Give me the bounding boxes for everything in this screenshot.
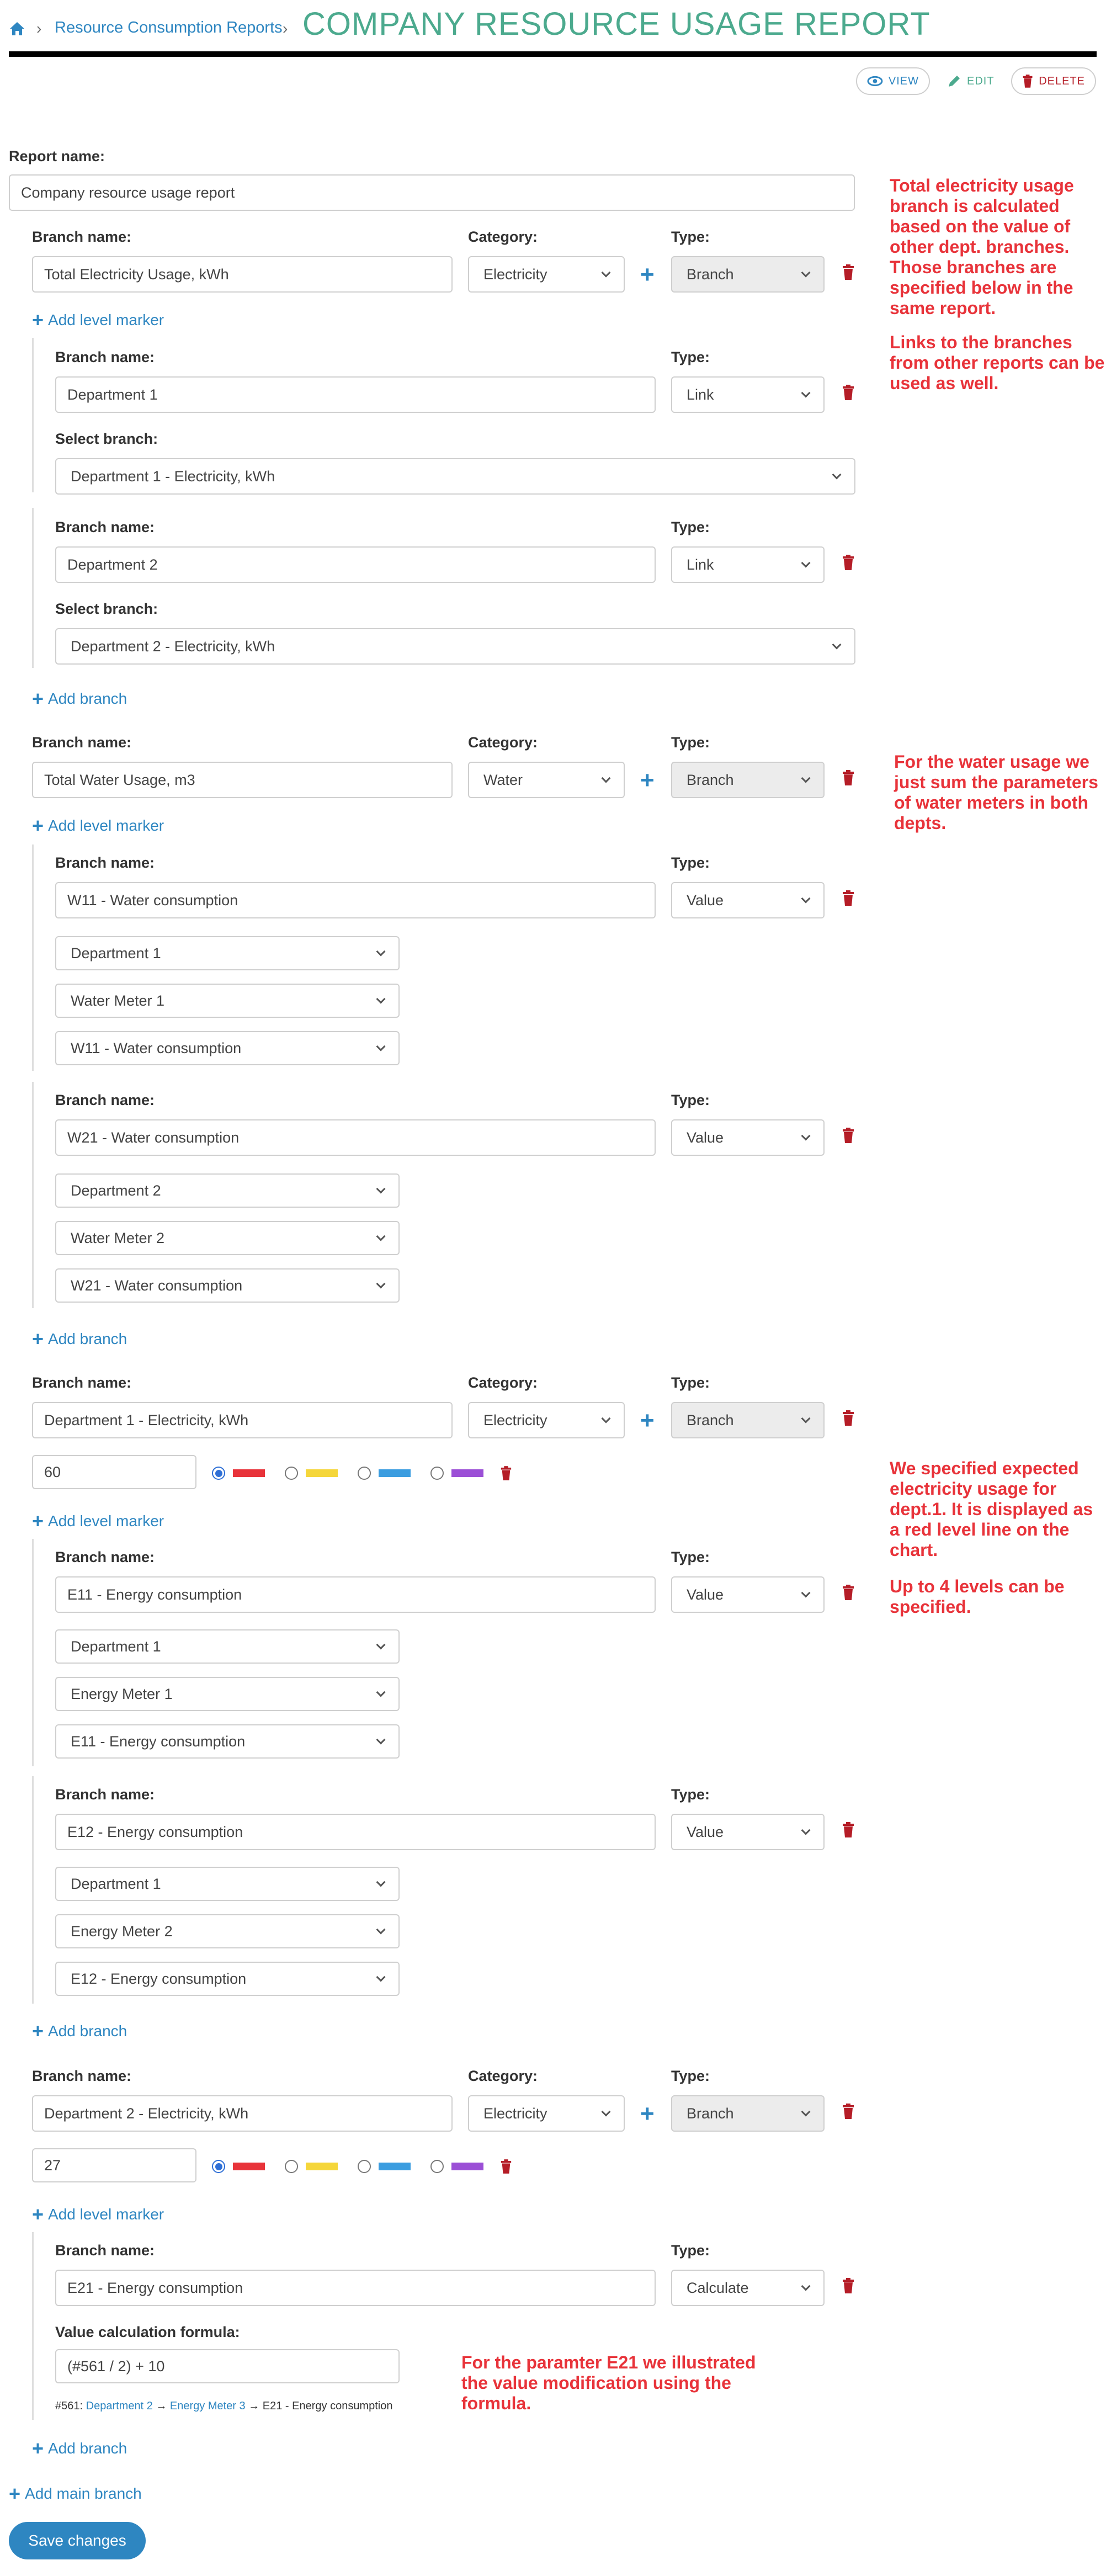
add-level-marker-link[interactable]: + Add level marker [32, 814, 164, 837]
add-level-marker-label: Add level marker [48, 1512, 164, 1529]
level-color-swatch-red [233, 2163, 265, 2170]
category-label: Category: [468, 2068, 538, 2084]
type-value: Calculate [687, 2279, 749, 2296]
type-label: Type: [671, 1092, 710, 1108]
department-select[interactable] [55, 1629, 400, 1664]
category-label: Category: [468, 1374, 538, 1391]
parameter-value: W21 - Water consumption [71, 1277, 243, 1294]
type-select[interactable] [671, 256, 825, 293]
type-select[interactable] [671, 1402, 825, 1438]
note-level: We specified expected electricity usage for dept.1. It is displayed as a red level line on the chart. [890, 1458, 1093, 1560]
category-select[interactable] [468, 762, 625, 798]
type-value: Link [687, 556, 714, 573]
select-branch-select[interactable] [55, 458, 855, 495]
type-label: Type: [671, 229, 710, 245]
department-select[interactable] [55, 1173, 400, 1208]
level-color-radio-yellow[interactable] [285, 2160, 298, 2173]
type-select[interactable] [671, 762, 825, 798]
select-branch-value: Department 1 - Electricity, kWh [71, 468, 275, 485]
meter-value: Water Meter 1 [71, 992, 165, 1009]
child-indent-bar [32, 508, 34, 668]
category-value: Electricity [483, 265, 547, 283]
delete-branch-icon[interactable] [842, 890, 855, 906]
meter-select[interactable] [55, 1677, 400, 1711]
branch-name-label: Branch name: [55, 349, 155, 365]
category-value: Electricity [483, 1411, 547, 1428]
delete-branch-icon[interactable] [842, 2277, 855, 2294]
category-select[interactable] [468, 1402, 625, 1438]
parameter-select[interactable] [55, 1031, 400, 1065]
category-value: Water [483, 771, 523, 788]
path-arrow: → [248, 2400, 260, 2412]
type-label: Type: [671, 734, 710, 751]
meter-value: Water Meter 2 [71, 1229, 165, 1246]
type-value: Branch [687, 771, 734, 788]
pencil-icon [947, 74, 961, 88]
level-value-input[interactable]: 60 [32, 1455, 196, 1489]
branch-name-label: Branch name: [32, 1374, 132, 1391]
child-indent-bar [32, 1539, 34, 1766]
parameter-id: #561: [55, 2400, 83, 2412]
add-main-branch-label: Add main branch [25, 2485, 142, 2502]
level-color-swatch-blue [379, 1469, 411, 1477]
select-branch-select[interactable] [55, 628, 855, 665]
branch-name-input[interactable]: Total Water Usage, m3 [32, 762, 453, 798]
note-formula: For the paramter E21 we illustrated the value modification using the formula. [461, 2352, 756, 2413]
delete-branch-icon[interactable] [842, 264, 855, 280]
type-select[interactable] [671, 882, 825, 918]
meter-select[interactable] [55, 1914, 400, 1948]
level-color-swatch-yellow [306, 2163, 338, 2170]
type-label: Type: [671, 519, 710, 535]
add-main-branch-link[interactable]: + Add main branch [9, 2482, 142, 2505]
type-select[interactable] [671, 1119, 825, 1156]
breadcrumb-separator: › [36, 20, 42, 37]
formula-label: Value calculation formula: [55, 2324, 240, 2340]
edit-button[interactable] [947, 67, 995, 95]
add-branch-link[interactable]: + Add branch [32, 1327, 127, 1350]
level-value-input[interactable]: 27 [32, 2148, 196, 2182]
add-category-button[interactable]: + [640, 261, 655, 288]
branch-name-input[interactable]: W21 - Water consumption [55, 1119, 656, 1156]
branch-name-label: Branch name: [55, 1092, 155, 1108]
type-select[interactable] [671, 1814, 825, 1850]
delete-level-icon[interactable] [500, 1465, 512, 1481]
department-value: Department 1 [71, 1875, 161, 1892]
branch-name-input[interactable]: E12 - Energy consumption [55, 1814, 656, 1850]
level-color-swatch-red [233, 1469, 265, 1477]
branch-name-label: Branch name: [32, 2068, 132, 2084]
parameter-value: E11 - Energy consumption [71, 1733, 246, 1750]
level-color-radio-red[interactable] [212, 2160, 225, 2173]
formula-parameter-path [55, 2400, 392, 2413]
level-color-swatch-purple [451, 2163, 483, 2170]
delete-branch-icon[interactable] [842, 554, 855, 571]
path-arrow: → [156, 2400, 167, 2412]
category-value: Electricity [483, 2105, 547, 2122]
page-title: COMPANY RESOURCE USAGE REPORT [302, 6, 930, 42]
type-value: Branch [687, 2105, 734, 2122]
level-color-options [212, 2159, 512, 2174]
category-label: Category: [468, 229, 538, 245]
delete-branch-icon[interactable] [842, 1584, 855, 1601]
child-indent-bar [32, 338, 34, 492]
note-electricity-calc: Total electricity usage branch is calculated based on the value of other dept. branches. Those branches are specified below in the same report. [890, 176, 1074, 318]
edit-label: EDIT [967, 75, 995, 87]
parameter-value: W11 - Water consumption [71, 1039, 242, 1056]
meter-select[interactable] [55, 1221, 400, 1255]
department-select[interactable] [55, 936, 400, 970]
branch-name-label: Branch name: [55, 2242, 155, 2259]
report-name-label: Report name: [9, 148, 105, 164]
delete-branch-icon[interactable] [842, 384, 855, 401]
type-value: Value [687, 1129, 724, 1146]
delete-branch-icon[interactable] [842, 1821, 855, 1838]
add-category-button[interactable]: + [640, 767, 655, 794]
branch-name-label: Branch name: [55, 1786, 155, 1803]
add-branch-label: Add branch [48, 2022, 127, 2039]
parameter-value: E12 - Energy consumption [71, 1970, 247, 1987]
breadcrumb-reports-link[interactable]: Resource Consumption Reports [55, 19, 283, 36]
child-indent-bar [32, 1776, 34, 2004]
parameter-select[interactable] [55, 1268, 400, 1303]
level-color-options [212, 1465, 512, 1481]
report-name-input[interactable]: Company resource usage report [9, 174, 855, 211]
branch-name-label: Branch name: [55, 1549, 155, 1565]
type-label: Type: [671, 349, 710, 365]
level-color-swatch-blue [379, 2163, 411, 2170]
select-branch-label: Select branch: [55, 601, 158, 617]
type-value: Branch [687, 265, 734, 283]
add-level-marker-link[interactable]: + Add level marker [32, 309, 164, 331]
note-level-count: Up to 4 levels can be specified. [890, 1576, 1065, 1617]
department-value: Department 1 [71, 944, 161, 962]
type-value: Value [687, 1823, 724, 1840]
add-branch-link[interactable]: + Add branch [32, 687, 127, 710]
type-value: Value [687, 891, 724, 909]
add-branch-link[interactable]: + Add branch [32, 2437, 127, 2460]
type-label: Type: [671, 2068, 710, 2084]
save-changes-button[interactable]: Save changes [9, 2522, 146, 2559]
level-color-radio-purple[interactable] [430, 2160, 444, 2173]
type-value: Link [687, 386, 714, 403]
department-value: Department 2 [71, 1182, 161, 1199]
view-button[interactable] [856, 67, 930, 95]
type-label: Type: [671, 1786, 710, 1803]
level-color-radio-yellow[interactable] [285, 1467, 298, 1480]
add-level-marker-label: Add level marker [48, 2206, 164, 2223]
meter-value: Energy Meter 2 [71, 1922, 173, 1940]
department-select[interactable] [55, 1867, 400, 1901]
child-indent-bar [32, 2232, 34, 2420]
delete-branch-icon[interactable] [842, 2103, 855, 2120]
add-level-marker-link[interactable]: + Add level marker [32, 2203, 164, 2226]
type-select[interactable] [671, 1576, 825, 1613]
add-category-button[interactable]: + [640, 2100, 655, 2127]
add-branch-label: Add branch [48, 1330, 127, 1347]
branch-name-input[interactable]: Department 2 - Electricity, kWh [32, 2095, 453, 2132]
branch-name-input[interactable]: E11 - Energy consumption [55, 1576, 656, 1613]
branch-name-input[interactable]: W11 - Water consumption [55, 882, 656, 918]
meter-value: Energy Meter 1 [71, 1685, 173, 1702]
title-divider [9, 51, 1097, 57]
delete-branch-icon[interactable] [842, 769, 855, 786]
add-category-button[interactable]: + [640, 1407, 655, 1434]
type-label: Type: [671, 1549, 710, 1565]
category-select[interactable] [468, 256, 625, 293]
add-branch-link[interactable]: + Add branch [32, 2020, 127, 2042]
add-level-marker-label: Add level marker [48, 817, 164, 834]
branch-name-input[interactable]: E21 - Energy consumption [55, 2270, 656, 2306]
type-label: Type: [671, 1374, 710, 1391]
branch-name-label: Branch name: [55, 519, 155, 535]
level-color-radio-blue[interactable] [358, 1467, 371, 1480]
trash-icon [1022, 74, 1033, 88]
level-color-swatch-yellow [306, 1469, 338, 1477]
add-level-marker-link[interactable]: + Add level marker [32, 1510, 164, 1532]
select-branch-label: Select branch: [55, 431, 158, 447]
type-label: Type: [671, 2242, 710, 2259]
branch-name-input[interactable]: Total Electricity Usage, kWh [32, 256, 453, 293]
add-level-marker-label: Add level marker [48, 311, 164, 328]
level-color-radio-blue[interactable] [358, 2160, 371, 2173]
delete-branch-icon[interactable] [842, 1410, 855, 1426]
branch-name-input[interactable]: Department 2 [55, 546, 656, 583]
formula-input[interactable]: (#561 / 2) + 10 [55, 2349, 400, 2383]
level-color-radio-red[interactable] [212, 1467, 225, 1480]
level-color-swatch-purple [451, 1469, 483, 1477]
type-select[interactable] [671, 376, 825, 413]
meter-select[interactable] [55, 984, 400, 1018]
type-select[interactable] [671, 2270, 825, 2306]
type-select[interactable] [671, 2095, 825, 2132]
type-select[interactable] [671, 546, 825, 583]
category-label: Category: [468, 734, 538, 751]
parameter-select[interactable] [55, 1962, 400, 1996]
breadcrumb-separator: › [283, 20, 288, 37]
delete-branch-icon[interactable] [842, 1127, 855, 1144]
note-electricity-links: Links to the branches from other reports can be used as well. [890, 332, 1105, 393]
note-water: For the water usage we just sum the parameters of water meters in both depts. [894, 752, 1098, 833]
branch-name-label: Branch name: [32, 229, 132, 245]
select-branch-value: Department 2 - Electricity, kWh [71, 638, 275, 655]
add-branch-label: Add branch [48, 2440, 127, 2457]
path-meter-link[interactable]: Energy Meter 3 [169, 2400, 246, 2412]
delete-label: DELETE [1039, 75, 1085, 87]
branch-name-input[interactable]: Department 1 [55, 376, 656, 413]
parameter-select[interactable] [55, 1724, 400, 1759]
child-indent-bar [32, 1082, 34, 1308]
add-branch-label: Add branch [48, 690, 127, 707]
path-parameter: E21 - Energy consumption [262, 2400, 393, 2412]
type-value: Value [687, 1586, 724, 1603]
level-color-radio-purple[interactable] [430, 1467, 444, 1480]
type-value: Branch [687, 1411, 734, 1428]
branch-name-input[interactable]: Department 1 - Electricity, kWh [32, 1402, 453, 1438]
home-icon[interactable] [9, 21, 25, 36]
category-select[interactable] [468, 2095, 625, 2132]
branch-name-label: Branch name: [32, 734, 132, 751]
view-label: VIEW [888, 75, 919, 87]
eye-icon [867, 76, 883, 87]
type-label: Type: [671, 854, 710, 871]
child-indent-bar [32, 844, 34, 1071]
branch-name-label: Branch name: [55, 854, 155, 871]
delete-level-icon[interactable] [500, 2159, 512, 2174]
path-department-link[interactable]: Department 2 [86, 2400, 153, 2412]
delete-button[interactable] [1011, 67, 1096, 95]
department-value: Department 1 [71, 1638, 161, 1655]
